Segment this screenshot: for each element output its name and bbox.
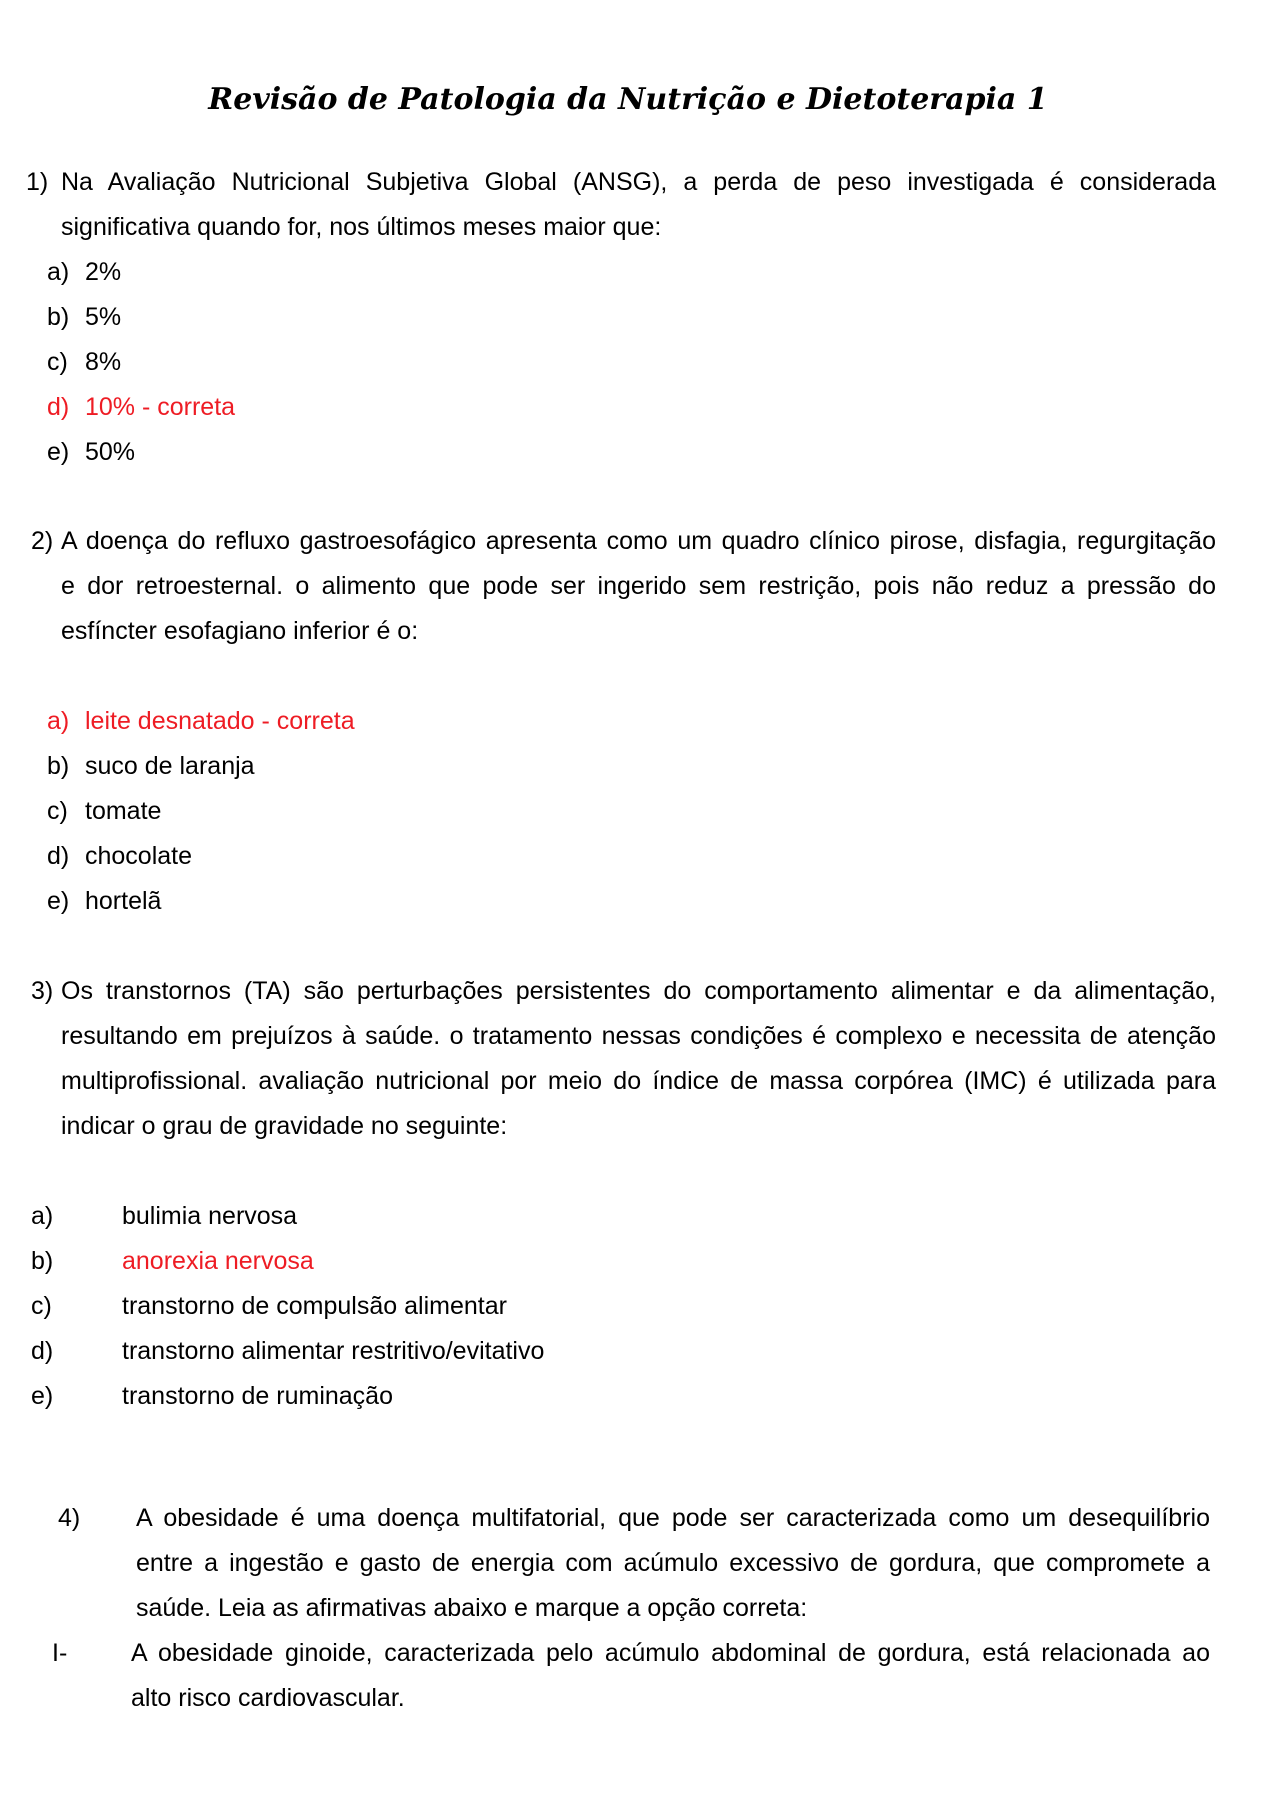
option-letter: e) <box>47 887 70 915</box>
question-text-line: significativa quando for, nos últimos meses maior que: <box>61 213 662 241</box>
option-letter: a) <box>47 707 70 735</box>
option-text: bulimia nervosa <box>122 1202 298 1230</box>
statement-label: I- <box>52 1639 68 1667</box>
question-number: 4) <box>58 1504 81 1532</box>
option-letter: c) <box>31 1292 52 1320</box>
question-text-line: A obesidade é uma doença multifatorial, que pode ser caracterizada como um desequilíbrio <box>136 1504 1210 1532</box>
option-text: transtorno alimentar restritivo/evitativo <box>122 1337 545 1365</box>
question-4 <box>58 1496 1210 1631</box>
question-3-options <box>0 1194 1280 1419</box>
option-d <box>0 834 1280 879</box>
question-text-line: e dor retroesternal. o alimento que pode ser ingerido sem restrição, pois não reduz a pressão do <box>61 572 1216 600</box>
option-letter: a) <box>47 258 70 286</box>
option-letter: b) <box>31 1247 54 1275</box>
option-c <box>0 1284 1280 1329</box>
option-a <box>0 250 1280 295</box>
question-2-options <box>0 699 1280 924</box>
option-letter: c) <box>47 797 68 825</box>
option-letter: c) <box>47 348 68 376</box>
option-letter: d) <box>31 1337 54 1365</box>
option-letter: b) <box>47 303 70 331</box>
question-text-line: Na Avaliação Nutricional Subjetiva Global (ANSG), a perda de peso investigada é considerada <box>61 168 1216 196</box>
option-b <box>0 744 1280 789</box>
option-e <box>0 430 1280 475</box>
option-letter: b) <box>47 752 70 780</box>
question-text-line: Os transtornos (TA) são perturbações persistentes do comportamento alimentar e da alimentação, <box>61 977 1216 1005</box>
option-text: tomate <box>85 797 162 825</box>
statement-text-line: alto risco cardiovascular. <box>131 1684 405 1712</box>
option-e <box>0 879 1280 924</box>
option-text: 10% - correta <box>85 393 236 421</box>
question-text-line: multiprofissional. avaliação nutricional por meio do índice de massa corpórea (IMC) é utilizada para <box>61 1067 1216 1095</box>
question-text-line: saúde. Leia as afirmativas abaixo e marque a opção correta: <box>136 1594 808 1622</box>
question-3 <box>31 969 1216 1149</box>
statement-i <box>52 1631 1210 1721</box>
option-a <box>0 699 1280 744</box>
option-b <box>0 1239 1280 1284</box>
question-text-line: entre a ingestão e gasto de energia com acúmulo excessivo de gordura, que compromete a <box>136 1549 1210 1577</box>
option-letter: e) <box>47 438 70 466</box>
question-text-line: esfíncter esofagiano inferior é o: <box>61 617 419 645</box>
option-text: chocolate <box>85 842 193 870</box>
question-text-line: A doença do refluxo gastroesofágico apresenta como um quadro clínico pirose, disfagia, regurgitação <box>61 527 1216 555</box>
option-letter: a) <box>31 1202 54 1230</box>
option-c <box>0 789 1280 834</box>
option-letter: d) <box>47 842 70 870</box>
option-text: suco de laranja <box>85 752 255 780</box>
option-text: 5% <box>85 303 122 331</box>
question-text-line: indicar o grau de gravidade no seguinte: <box>61 1112 508 1140</box>
question-number: 2) <box>31 527 54 555</box>
option-d <box>0 385 1280 430</box>
question-text-line: resultando em prejuízos à saúde. o tratamento nessas condições é complexo e necessita de atenção <box>61 1022 1216 1050</box>
question-number: 3) <box>31 977 54 1005</box>
statement-text-line: A obesidade ginoide, caracterizada pelo acúmulo abdominal de gordura, está relacionada ao <box>131 1639 1210 1667</box>
option-text: leite desnatado - correta <box>85 707 355 735</box>
option-text: 50% <box>85 438 136 466</box>
question-1-options <box>0 250 1280 475</box>
option-text: transtorno de compulsão alimentar <box>122 1292 507 1320</box>
option-text: 8% <box>85 348 122 376</box>
document-title: Revisão de Patologia da Nutrição e Dietoterapia 1 <box>208 82 1048 117</box>
option-c <box>0 340 1280 385</box>
option-e <box>0 1374 1280 1419</box>
option-text: transtorno de ruminação <box>122 1382 393 1410</box>
option-text: anorexia nervosa <box>122 1247 314 1275</box>
question-1 <box>26 160 1216 250</box>
option-b <box>0 295 1280 340</box>
option-letter: e) <box>31 1382 54 1410</box>
option-d <box>0 1329 1280 1374</box>
option-a <box>0 1194 1280 1239</box>
option-text: 2% <box>85 258 122 286</box>
question-2 <box>31 519 1216 654</box>
option-letter: d) <box>47 393 70 421</box>
question-number: 1) <box>26 168 49 196</box>
option-text: hortelã <box>85 887 162 915</box>
